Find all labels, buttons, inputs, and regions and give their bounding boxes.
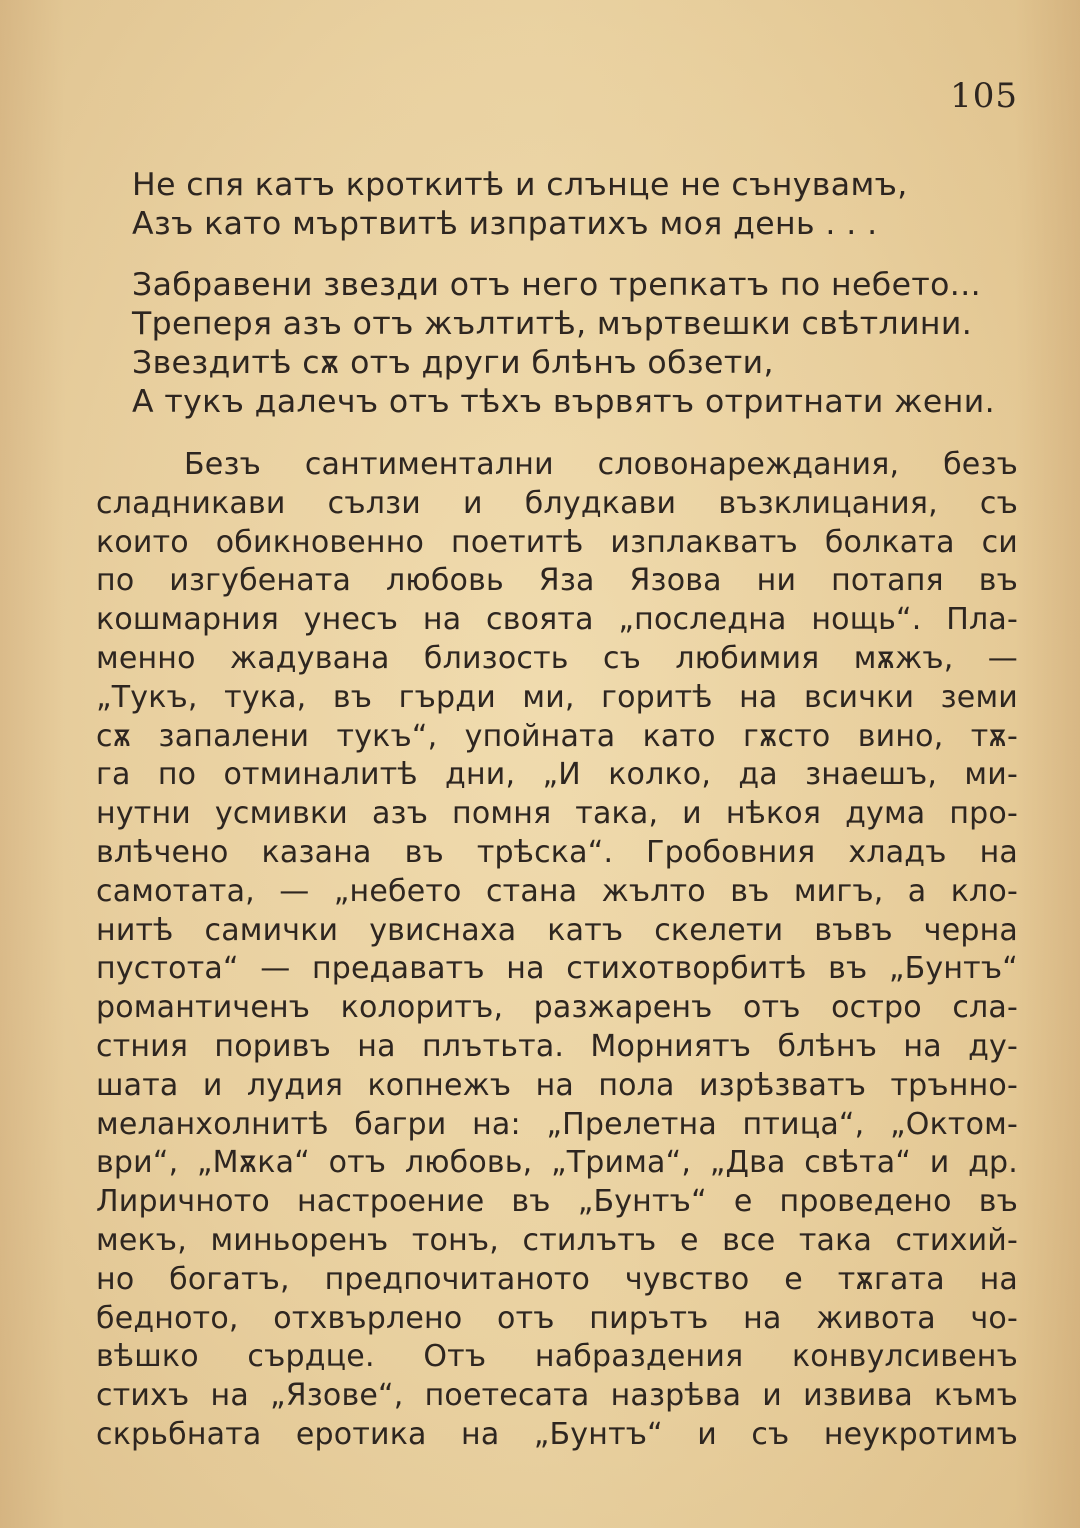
poem-stanza-1 <box>132 166 1020 244</box>
prose-line: бедното, отхвърлено отъ пирътъ на живота чо- <box>96 1300 1018 1336</box>
prose-line: влѣчено казана въ трѣска“. Гробовния хладъ на <box>96 834 1018 870</box>
prose-line: но богатъ, предпочитаното чувство е тѫгата на <box>96 1261 1018 1297</box>
prose-line: скрьбната еротика на „Бунтъ“ и съ неукротимъ <box>96 1416 1018 1452</box>
prose-line: по изгубената любовь Яза Язова ни потапя въ <box>96 563 1018 599</box>
prose-line: нутни усмивки азъ помня така, и нѣкоя дума про- <box>96 796 1018 832</box>
prose-line: мекъ, миньоренъ тонъ, стилътъ е все така стихий- <box>96 1222 1018 1258</box>
verse-line: Треперя азъ отъ жълтитѣ, мъртвешки свѣтлини. <box>132 306 973 342</box>
prose-line: романтиченъ колоритъ, разжаренъ отъ остро сла- <box>96 990 1018 1026</box>
prose-line: Безъ сантиментални словонареждания, безъ <box>184 447 1018 482</box>
verse-line: Забравени звезди отъ него трепкатъ по небето... <box>132 267 982 303</box>
prose-line: шата и лудия копнежъ на пола изрѣзватъ трънно- <box>96 1067 1018 1103</box>
prose-paragraph <box>96 446 1018 1455</box>
prose-line: кошмарния унесъ на своята „последна нощь“. Пла- <box>96 602 1018 638</box>
verse-line: Звездитѣ сѫ отъ други блѣнъ обзети, <box>132 345 774 381</box>
prose-line: менно жадувана близость съ любимия мѫжъ, — <box>96 640 1018 676</box>
prose-line: сладникави сълзи и блудкави възклицания, съ <box>96 485 1018 521</box>
prose-line: които обикновенно поетитѣ изплакватъ болката си <box>96 524 1018 560</box>
prose-line: пустота“ — предаватъ на стихотворбитѣ въ „Бунтъ“ <box>96 951 1018 987</box>
prose-line: ври“, „Мѫка“ отъ любовь, „Трима“, „Два свѣта“ и др. <box>96 1145 1018 1181</box>
verse-line: Азъ като мъртвитѣ изпратихъ моя день . . . <box>132 206 878 242</box>
prose-line: „Тукъ, тука, въ гърди ми, горитѣ на всички земи <box>96 679 1018 715</box>
poem-stanza-2 <box>132 266 1020 422</box>
page-number: 105 <box>950 76 1018 116</box>
prose-line: Лиричното настроение въ „Бунтъ“ е проведено въ <box>96 1184 1018 1220</box>
prose-line: нитѣ самички увиснаха катъ скелети въвъ черна <box>96 912 1018 948</box>
prose-line: меланхолнитѣ багри на: „Прелетна птица“, „Октом- <box>96 1106 1018 1142</box>
verse-line: Не спя катъ кроткитѣ и слънце не сънувамъ, <box>132 167 908 203</box>
prose-line: стния поривъ на плътьта. Морниятъ блѣнъ на ду- <box>96 1028 1018 1064</box>
prose-line: сѫ запалени тукъ“, упойната като гѫсто вино, тѫ- <box>96 718 1018 754</box>
prose-line: вѣшко сърдце. Отъ набраздения конвулсивенъ <box>96 1339 1018 1375</box>
prose-line: га по отминалитѣ дни, „И колко, да знаешъ, ми- <box>96 757 1018 793</box>
verse-line: А тукъ далечъ отъ тѣхъ вървятъ отритнати жени. <box>132 384 995 420</box>
prose-line: самотата, — „небето стана жълто въ мигъ, а кло- <box>96 873 1018 909</box>
prose-line: стихъ на „Язове“, поетесата назрѣва и извива къмъ <box>96 1378 1018 1414</box>
